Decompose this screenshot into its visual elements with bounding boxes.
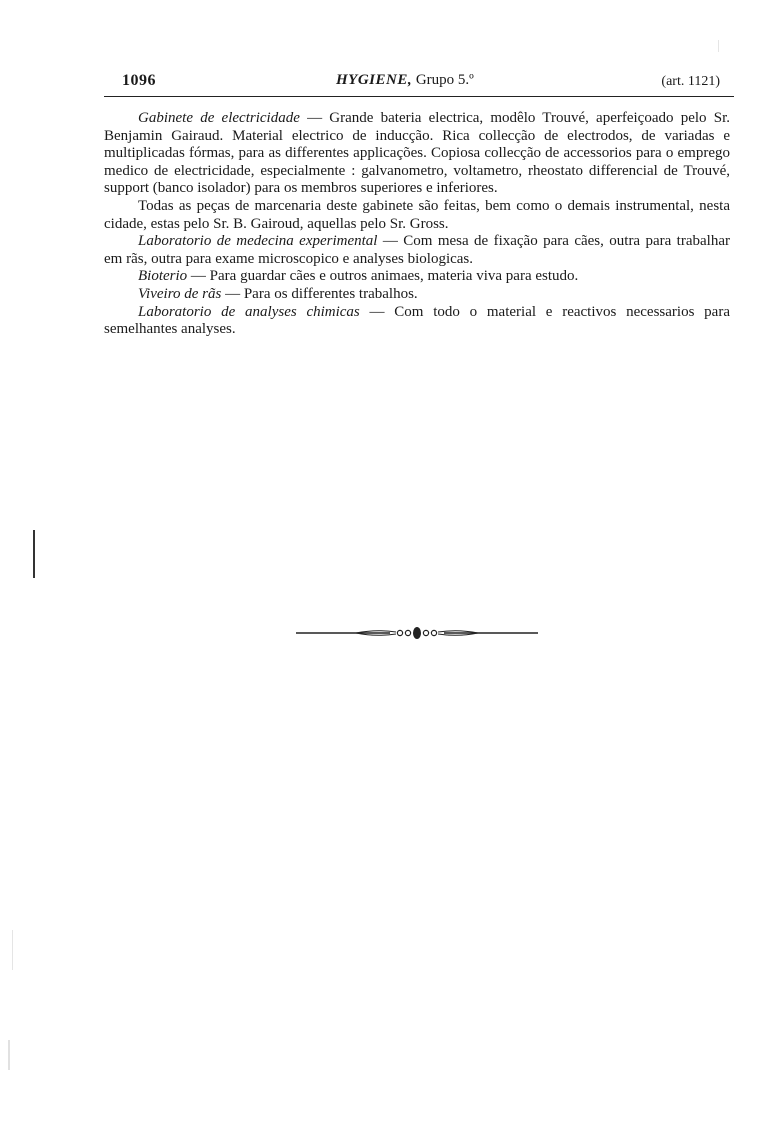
paragraph-medecina-experimental (104, 233, 730, 268)
paragraph-lead: Laboratorio de medecina experimental (138, 233, 378, 250)
paragraph-gabinete-electricidade (104, 110, 730, 198)
paragraph-lead: Viveiro de rãs (138, 285, 222, 302)
scan-speck (12, 930, 13, 970)
paragraph-viveiro (104, 286, 730, 304)
header-title-group: Grupo 5.º (412, 72, 474, 88)
article-body (104, 110, 730, 339)
paragraph-text: Todas as peças de marcenaria deste gabinete são feitas, bem como o demais instrumental, nesta cidade, estas pelo Sr. B. Gairoud, aquellas pelo Sr. Gross. (104, 197, 730, 232)
scan-speck (8, 1040, 10, 1070)
paragraph-text: — Com mesa de fixação para cães, outra para trabalhar em rãs, outra para exame microscopico e analyses biologicas. (104, 233, 730, 267)
paragraph-bioterio (104, 268, 730, 286)
paragraph-text: — Para guardar cães e outros animaes, materia viva para estudo. (187, 268, 579, 285)
scan-speck (718, 40, 719, 52)
paragraph-lead: Gabinete de electricidade (138, 110, 300, 126)
paragraph-text: — Para os differentes trabalhos. (221, 285, 418, 302)
margin-mark (33, 530, 35, 578)
paragraph-analyses-chimicas (104, 304, 730, 339)
header-title-section: HYGIENE, (336, 72, 413, 88)
paragraph-text: — Com todo o material e reactivos necessarios para semelhantes analyses. (104, 303, 730, 338)
section-end-ornament (296, 624, 538, 642)
paragraph-marcenaria (104, 198, 730, 233)
running-header (104, 72, 734, 97)
paragraph-lead: Laboratorio de analyses chimicas (138, 303, 360, 320)
article-reference: (art. 1121) (661, 74, 720, 89)
page-number: 1096 (122, 72, 156, 89)
paragraph-text: — Grande bateria electrica, modêlo Trouvé, aperfeiçoado pelo Sr. Benjamin Gairaud. Material electrico de inducção. Rica collecção de electrodos, de variadas e multiplicadas fórmas, para as differentes applicações. Copiosa collecção de accessorios para o emprego medico de electricidade, especialmente : galvanometro, voltametro, rheostato differencial de Trouvé, support (banco isolador) para os membros superiores e inferiores. (104, 110, 730, 197)
header-title (336, 72, 474, 89)
paragraph-lead: Bioterio (138, 268, 188, 285)
